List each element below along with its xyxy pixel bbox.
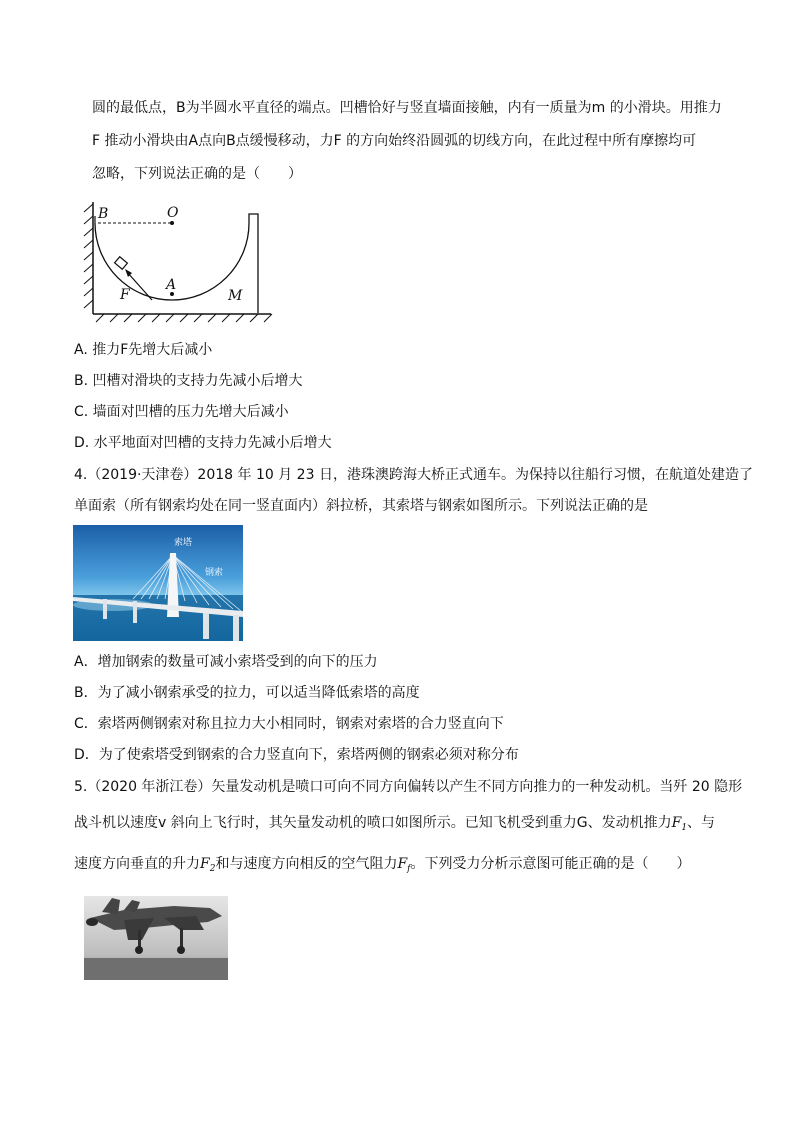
label-B: B bbox=[98, 206, 109, 222]
q4-option-b: B．为了减小钢索承受的拉力，可以适当降低索塔的高度 bbox=[74, 685, 420, 701]
tower-label: 索塔 bbox=[174, 538, 193, 548]
label-A: A bbox=[166, 277, 177, 293]
label-O: O bbox=[167, 205, 179, 221]
q5-line-2-text: 战斗机以速度v 斜向上飞行时，其矢量发动机的喷口如图所示。已知飞机受到重力G、发动机推力 bbox=[74, 815, 672, 831]
fighter-photo bbox=[84, 896, 228, 980]
drag-subscript: f bbox=[407, 864, 411, 874]
groove-diagram bbox=[76, 196, 276, 326]
lift-subscript: 2 bbox=[209, 864, 216, 874]
q5-line-2 bbox=[74, 813, 715, 838]
q4-line-1: 4.（2019·天津卷）2018 年 10 月 23 日，港珠澳跨海大桥正式通车。为保持以往船行习惯，在航道处建造了 bbox=[74, 467, 753, 483]
q5-line-3 bbox=[74, 854, 691, 879]
q3-option-d: D. 水平地面对凹槽的支持力先减小后增大 bbox=[74, 435, 332, 451]
engine-nozzle bbox=[86, 918, 98, 926]
label-M: M bbox=[228, 288, 243, 304]
q5-line-1: 5.（2020 年浙江卷）矢量发动机是喷口可向不同方向偏转以产生不同方向推力的一种发动机。当歼 20 隐形 bbox=[74, 779, 743, 795]
force-arrow bbox=[127, 272, 152, 300]
q4-option-d: D．为了使索塔受到钢索的合力竖直向下，索塔两侧的钢索必须对称分布 bbox=[74, 747, 519, 763]
q5-line-3-mid: 和与速度方向相反的空气阻力 bbox=[215, 856, 398, 872]
q5-line-3-text: 速度方向垂直的升力 bbox=[74, 856, 200, 872]
q3-line-2: F 推动小滑块由A点向B点缓慢移动，力F 的方向始终沿圆弧的切线方向，在此过程中所有摩擦均可 bbox=[92, 133, 697, 149]
cable-label: 钢索 bbox=[205, 568, 224, 578]
ground-hatch bbox=[96, 314, 272, 322]
q5-line-2-tail: 、与 bbox=[687, 815, 716, 831]
center-point-O bbox=[170, 221, 174, 225]
q3-option-b: B. 凹槽对滑块的支持力先减小后增大 bbox=[74, 373, 303, 389]
q4-option-a: A．增加钢索的数量可减小索塔受到的向下的压力 bbox=[74, 654, 378, 670]
q3-option-c: C. 墙面对凹槽的压力先增大后减小 bbox=[74, 404, 289, 420]
q5-line-3-tail: 。下列受力分析示意图可能正确的是（ ） bbox=[410, 856, 691, 872]
bridge-photo bbox=[73, 525, 243, 641]
lift-symbol: F bbox=[200, 856, 210, 872]
drag-symbol: F bbox=[397, 856, 408, 872]
q3-line-3: 忽略，下列说法正确的是（ ） bbox=[92, 166, 302, 182]
q4-option-c: C．索塔两侧钢索对称且拉力大小相同时，钢索对索塔的合力竖直向下 bbox=[74, 716, 504, 732]
label-F: F bbox=[120, 287, 130, 303]
wall-hatch bbox=[84, 204, 93, 308]
thrust-symbol: F bbox=[671, 815, 682, 831]
slider-block bbox=[115, 257, 128, 270]
q4-line-2: 单面索（所有钢索均处在同一竖直面内）斜拉桥，其索塔与钢索如图所示。下列说法正确的是 bbox=[74, 498, 648, 514]
thrust-subscript: 1 bbox=[681, 823, 688, 833]
q3-option-a: A. 推力F先增大后减小 bbox=[74, 342, 213, 358]
q3-line-1: 圆的最低点，B为半圆水平直径的端点。凹槽恰好与竖直墙面接触，内有一质量为m 的小滑块。用推力 bbox=[92, 100, 722, 116]
